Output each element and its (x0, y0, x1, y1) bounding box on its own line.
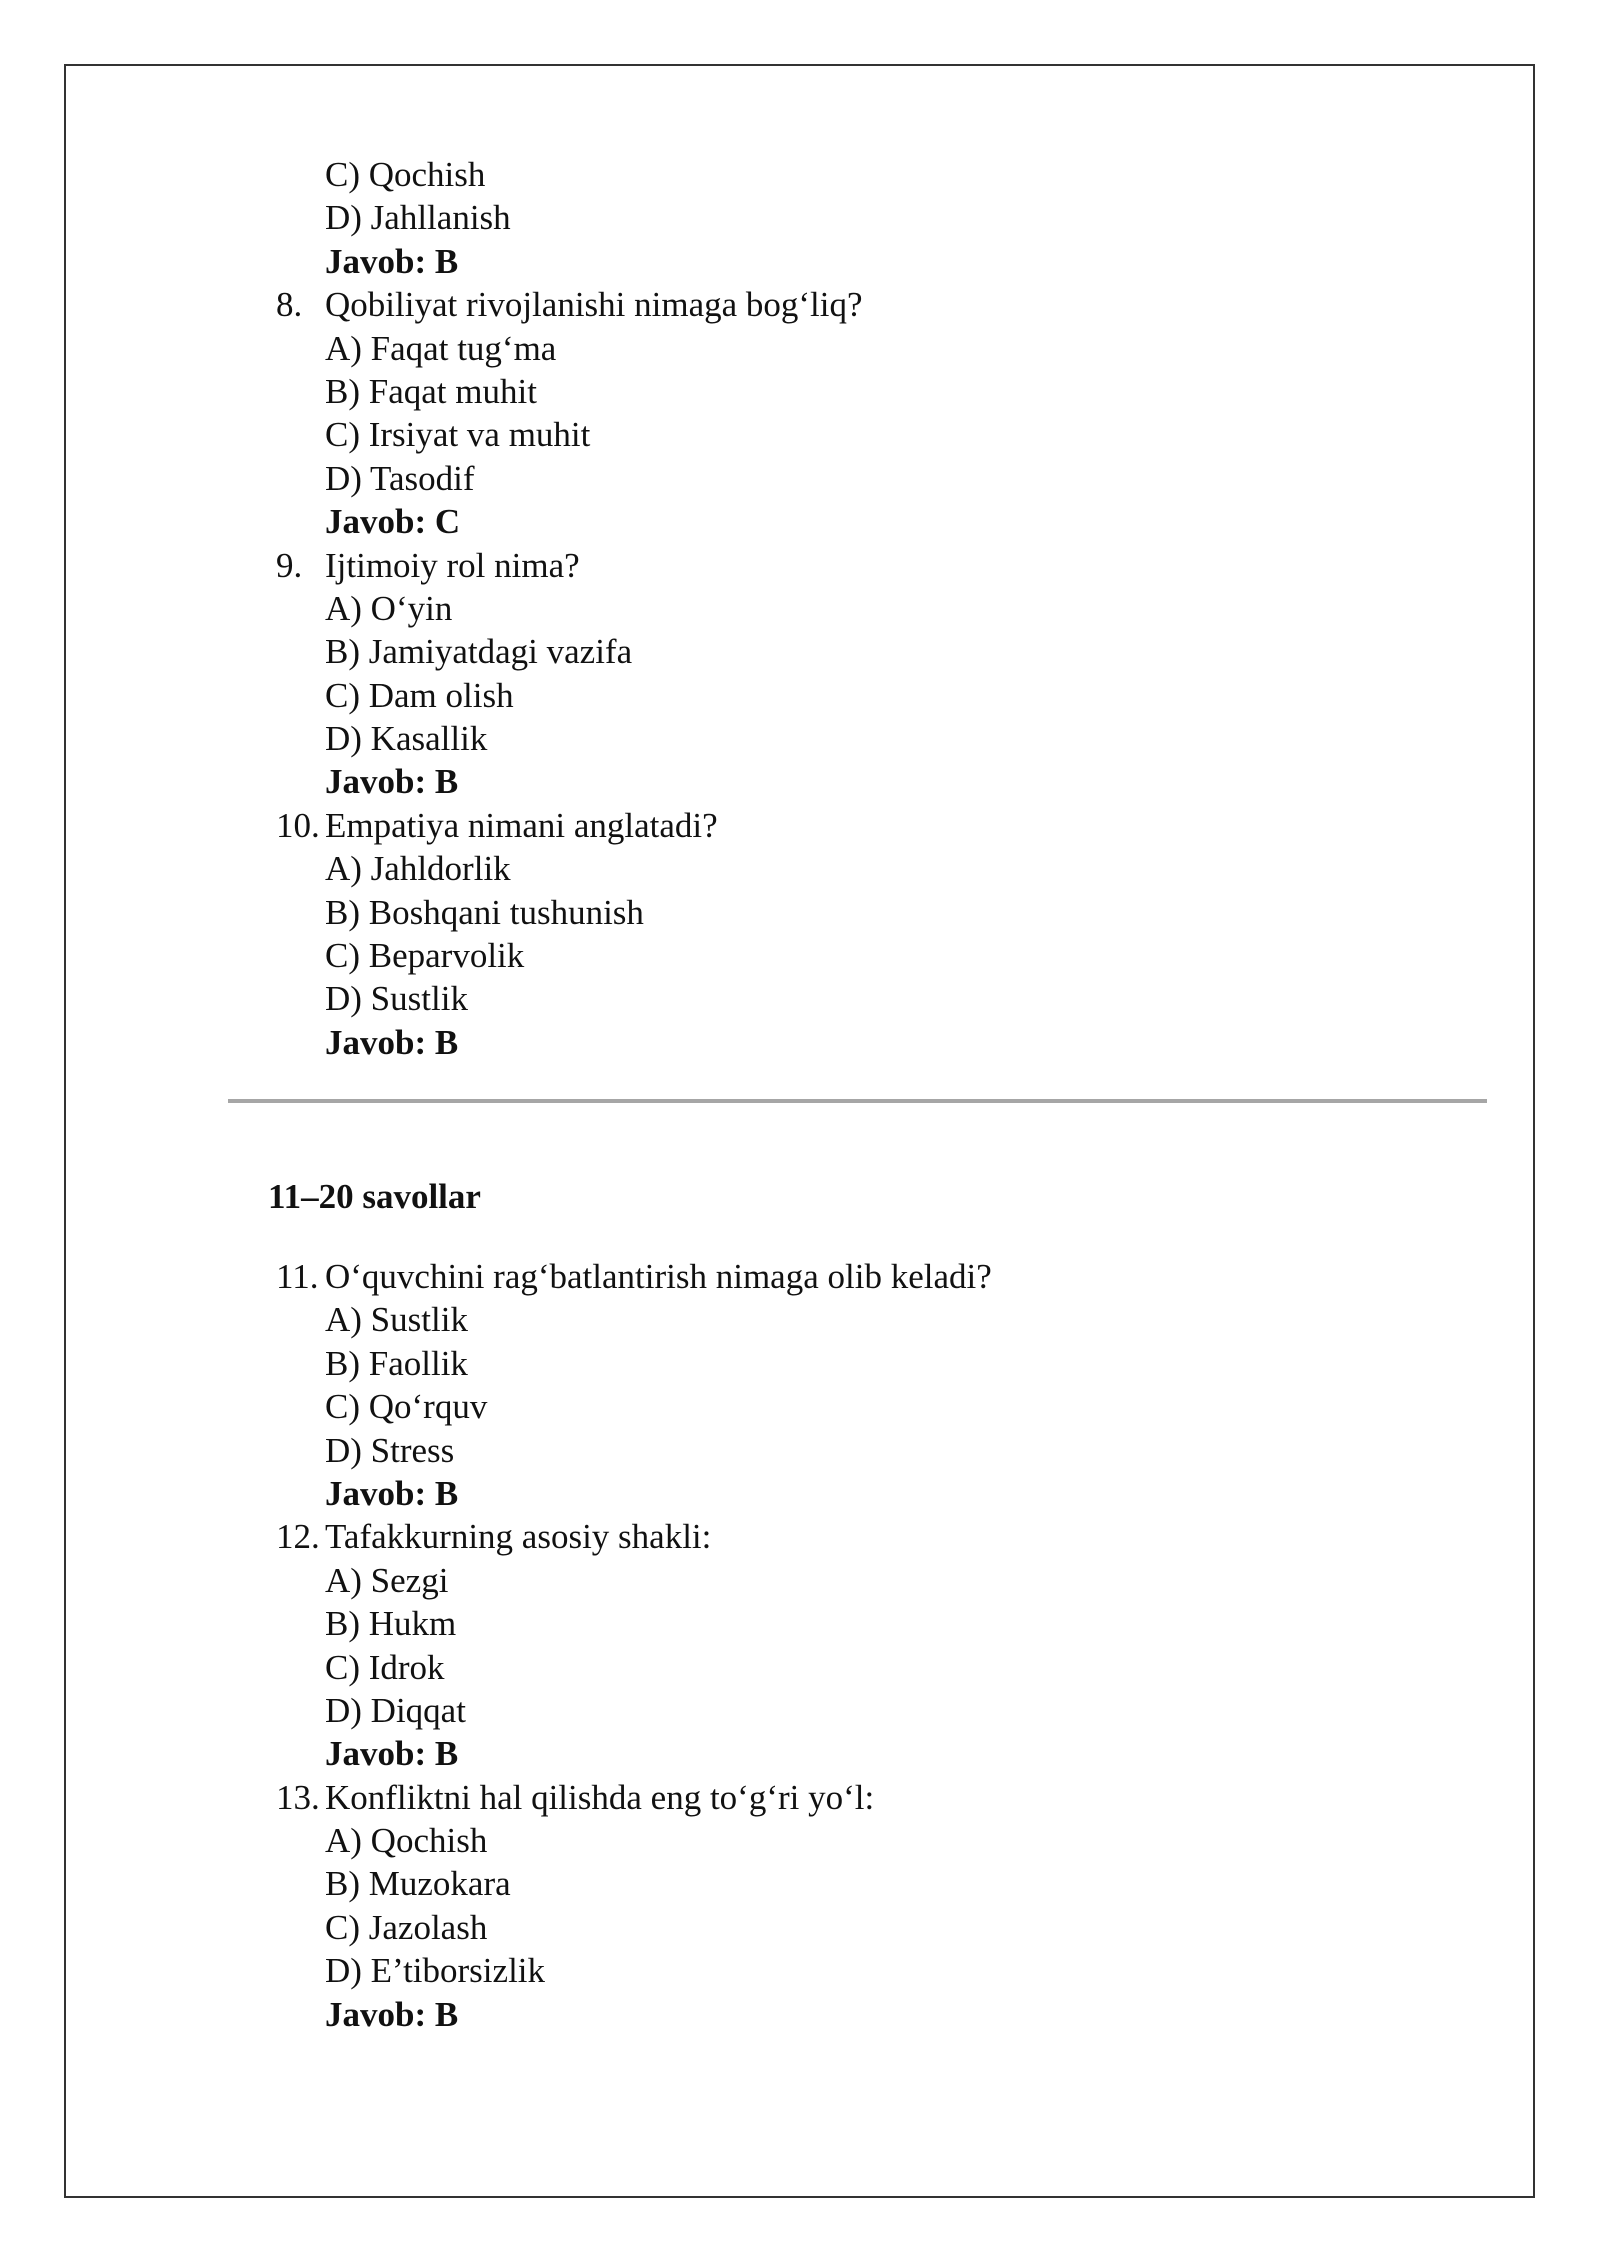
answer-line (0, 1732, 1600, 1775)
option-line (0, 1429, 1600, 1472)
question-text: Konfliktni hal qilishda eng to‘g‘ri yo‘l: (325, 1777, 875, 1817)
option-c: C) Idrok (325, 1647, 445, 1687)
option-b: B) Boshqani tushunish (325, 892, 644, 932)
option-a: A) Sustlik (325, 1300, 468, 1340)
question-line (0, 283, 1600, 326)
option-line (0, 717, 1600, 760)
option-line (0, 1906, 1600, 1949)
question-text: O‘quvchini rag‘batlantirish nimaga olib keladi? (325, 1257, 992, 1296)
option-line (0, 891, 1600, 934)
option-line (0, 1602, 1600, 1645)
option-d: D) Stress (325, 1430, 455, 1470)
option-a: A) Faqat tug‘ma (325, 328, 557, 368)
option-line (0, 847, 1600, 890)
option-d: D) Kasallik (325, 719, 488, 759)
answer-line (0, 1472, 1600, 1515)
option-line (0, 196, 1600, 239)
option-d: D) Tasodif (325, 458, 475, 498)
option-c: C) Beparvolik (325, 936, 525, 976)
option-line (0, 1646, 1600, 1689)
option-c: C) Qochish (325, 155, 486, 194)
question-number: 13. (276, 1777, 320, 1817)
option-line (0, 587, 1600, 630)
answer-text: Javob: B (325, 762, 459, 802)
question-number: 9. (276, 545, 303, 585)
question-number: 10. (276, 805, 320, 845)
option-line (0, 327, 1600, 370)
option-line (0, 1342, 1600, 1385)
option-a: A) Qochish (325, 1821, 488, 1861)
answer-line (0, 500, 1600, 543)
horizontal-divider (228, 1099, 1487, 1103)
option-line (0, 1689, 1600, 1732)
answer-text: Javob: B (325, 241, 459, 281)
option-d: D) Sustlik (325, 979, 468, 1019)
answer-text: Javob: B (325, 1734, 459, 1774)
answer-line (0, 1021, 1600, 1064)
option-b: B) Faqat muhit (325, 371, 537, 411)
section-heading: 11–20 savollar (268, 1177, 481, 1216)
option-c: C) Dam olish (325, 675, 514, 715)
question-text: Tafakkurning asosiy shakli: (325, 1517, 712, 1557)
option-b: B) Jamiyatdagi vazifa (325, 632, 633, 672)
option-c: C) Qo‘rquv (325, 1387, 488, 1427)
option-line (0, 457, 1600, 500)
question-text: Ijtimoiy rol nima? (325, 545, 580, 585)
question-line (0, 1255, 1600, 1298)
option-a: A) Sezgi (325, 1560, 449, 1600)
option-b: B) Faollik (325, 1343, 468, 1383)
option-b: B) Hukm (325, 1604, 457, 1644)
questions-part-1 (0, 153, 1600, 1064)
answer-line (0, 760, 1600, 803)
option-line (0, 1819, 1600, 1862)
question-number: 8. (276, 285, 303, 325)
answer-text: Javob: C (325, 502, 461, 542)
answer-text: Javob: B (325, 1994, 459, 2034)
question-line (0, 544, 1600, 587)
option-d: D) E’tiborsizlik (325, 1951, 546, 1991)
option-a: A) O‘yin (325, 588, 453, 628)
option-line (0, 413, 1600, 456)
question-text: Empatiya nimani anglatadi? (325, 805, 718, 845)
question-number: 12. (276, 1517, 320, 1557)
option-line (0, 1298, 1600, 1341)
option-line (0, 1385, 1600, 1428)
option-c: C) Irsiyat va muhit (325, 415, 591, 455)
option-line (0, 630, 1600, 673)
option-line (0, 934, 1600, 977)
answer-line (0, 240, 1600, 283)
question-line (0, 1776, 1600, 1819)
option-a: A) Jahldorlik (325, 849, 511, 889)
questions-part-2 (0, 1255, 1600, 2036)
option-d: D) Jahllanish (325, 198, 511, 238)
question-line (0, 804, 1600, 847)
option-c: C) Jazolash (325, 1907, 488, 1947)
option-line (0, 370, 1600, 413)
answer-text: Javob: B (325, 1473, 459, 1513)
option-line (0, 1949, 1600, 1992)
option-line (0, 1559, 1600, 1602)
option-line (0, 153, 1600, 196)
option-line (0, 977, 1600, 1020)
option-line (0, 674, 1600, 717)
answer-line (0, 1993, 1600, 2036)
answer-text: Javob: B (325, 1022, 459, 1062)
question-number: 11. (276, 1257, 319, 1296)
option-d: D) Diqqat (325, 1690, 466, 1730)
question-text: Qobiliyat rivojlanishi nimaga bog‘liq? (325, 285, 863, 325)
option-b: B) Muzokara (325, 1864, 511, 1904)
option-line (0, 1862, 1600, 1905)
question-line (0, 1515, 1600, 1558)
